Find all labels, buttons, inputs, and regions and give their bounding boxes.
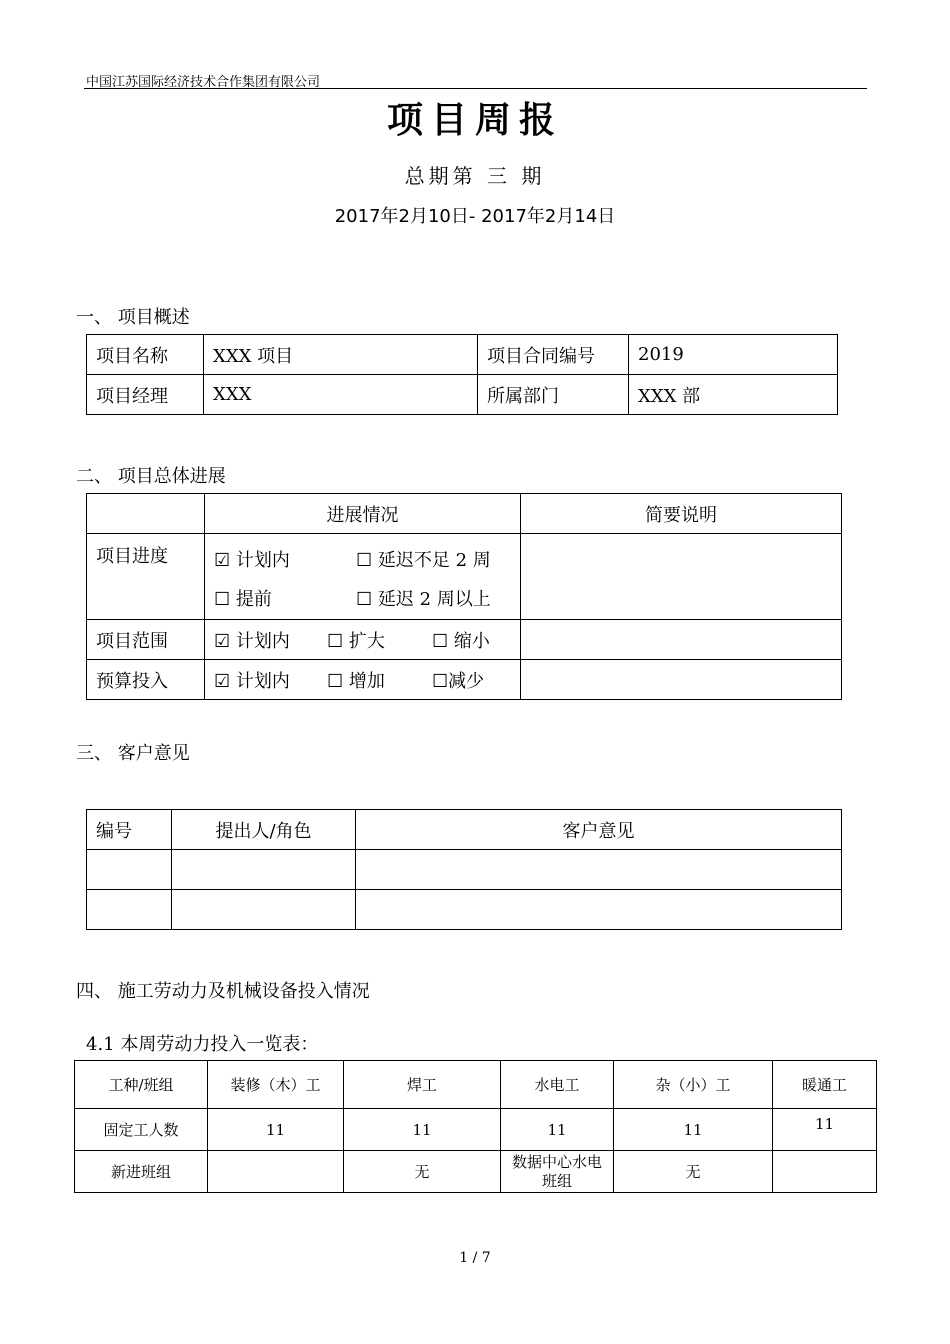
table-header: 编号 — [87, 810, 172, 850]
table-cell — [521, 620, 842, 660]
scope-option-on-plan[interactable]: ☑ 计划内 — [214, 630, 290, 652]
scope-label: 项目范围 — [87, 620, 205, 660]
table-cell — [356, 850, 842, 890]
budget-label: 预算投入 — [87, 660, 205, 700]
table-cell — [87, 850, 172, 890]
labor-table — [74, 1060, 877, 1193]
table-row — [87, 375, 838, 415]
section-2-heading: 二、 项目总体进展 — [76, 466, 226, 487]
table-cell — [87, 890, 172, 930]
progress-header: 进展情况 — [205, 494, 521, 534]
table-cell — [521, 534, 842, 620]
table-header: 暖通工 — [773, 1061, 877, 1109]
issue-number: 总期第 三 期 — [404, 164, 546, 188]
schedule-option-delay-short[interactable]: ☐ 延迟不足 2 周 — [356, 550, 491, 571]
table-row — [87, 494, 842, 534]
table-cell: XXX — [204, 375, 478, 415]
table-cell — [773, 1151, 877, 1193]
section-4-1-heading: 4.1 本周劳动力投入一览表： — [86, 1034, 319, 1055]
table-row — [87, 335, 838, 375]
table-cell: 11 — [614, 1109, 773, 1151]
table-header: 装修（木）工 — [208, 1061, 344, 1109]
table-row — [87, 810, 842, 850]
scope-option-expand[interactable]: ☐ 扩大 — [327, 630, 385, 652]
schedule-option-ahead[interactable]: ☐ 提前 — [214, 589, 272, 610]
table-cell: 项目经理 — [87, 375, 204, 415]
budget-option-decrease[interactable]: ☐减少 — [432, 670, 485, 692]
table-row — [87, 660, 842, 700]
table-cell — [87, 494, 205, 534]
table-cell: 11 — [773, 1109, 877, 1151]
table-cell: 所属部门 — [478, 375, 629, 415]
table-row — [75, 1061, 877, 1109]
budget-option-on-plan[interactable]: ☑ 计划内 — [214, 670, 290, 692]
budget-option-increase[interactable]: ☐ 增加 — [327, 670, 385, 692]
table-header: 提出人/角色 — [172, 810, 356, 850]
table-cell — [172, 890, 356, 930]
section-1-heading: 一、 项目概述 — [76, 307, 190, 328]
table-header: 水电工 — [501, 1061, 614, 1109]
table-row — [87, 534, 842, 620]
overview-table — [86, 334, 838, 415]
table-cell: 无 — [344, 1151, 501, 1193]
budget-options — [205, 660, 521, 700]
date-range: 2017年2月10日- 2017年2月14日 — [334, 206, 616, 227]
note-header: 简要说明 — [521, 494, 842, 534]
header-divider — [84, 88, 867, 89]
section-4-heading: 四、 施工劳动力及机械设备投入情况 — [76, 981, 370, 1002]
schedule-option-on-plan[interactable]: ☑ 计划内 — [214, 550, 290, 571]
table-cell: 11 — [344, 1109, 501, 1151]
page-title: 项目周报 — [386, 99, 563, 141]
table-cell: 2019 — [629, 335, 838, 375]
table-cell: 固定工人数 — [75, 1109, 208, 1151]
schedule-options — [205, 534, 521, 620]
table-cell: 新进班组 — [75, 1151, 208, 1193]
table-cell: XXX 项目 — [204, 335, 478, 375]
table-header: 焊工 — [344, 1061, 501, 1109]
table-cell: 项目合同编号 — [478, 335, 629, 375]
table-header: 客户意见 — [356, 810, 842, 850]
table-header: 工种/班组 — [75, 1061, 208, 1109]
scope-option-shrink[interactable]: ☐ 缩小 — [432, 630, 490, 652]
table-cell — [208, 1151, 344, 1193]
schedule-label: 项目进度 — [87, 534, 205, 620]
table-cell: 无 — [614, 1151, 773, 1193]
progress-table — [86, 493, 842, 700]
table-row — [75, 1151, 877, 1193]
page-number: 1 / 7 — [459, 1250, 491, 1266]
table-header: 杂（小）工 — [614, 1061, 773, 1109]
table-cell: 11 — [501, 1109, 614, 1151]
section-3-heading: 三、 客户意见 — [76, 743, 190, 764]
table-row — [87, 850, 842, 890]
customer-feedback-table — [86, 809, 842, 930]
scope-options — [205, 620, 521, 660]
table-cell: 数据中心水电班组 — [501, 1151, 614, 1193]
table-cell — [172, 850, 356, 890]
schedule-option-delay-long[interactable]: ☐ 延迟 2 周以上 — [356, 589, 491, 610]
table-cell — [356, 890, 842, 930]
table-cell: 11 — [208, 1109, 344, 1151]
table-cell: 项目名称 — [87, 335, 204, 375]
table-cell: XXX 部 — [629, 375, 838, 415]
table-cell — [521, 660, 842, 700]
table-row — [75, 1109, 877, 1151]
table-row — [87, 620, 842, 660]
company-header: 中国江苏国际经济技术合作集团有限公司 — [86, 75, 321, 90]
table-row — [87, 890, 842, 930]
